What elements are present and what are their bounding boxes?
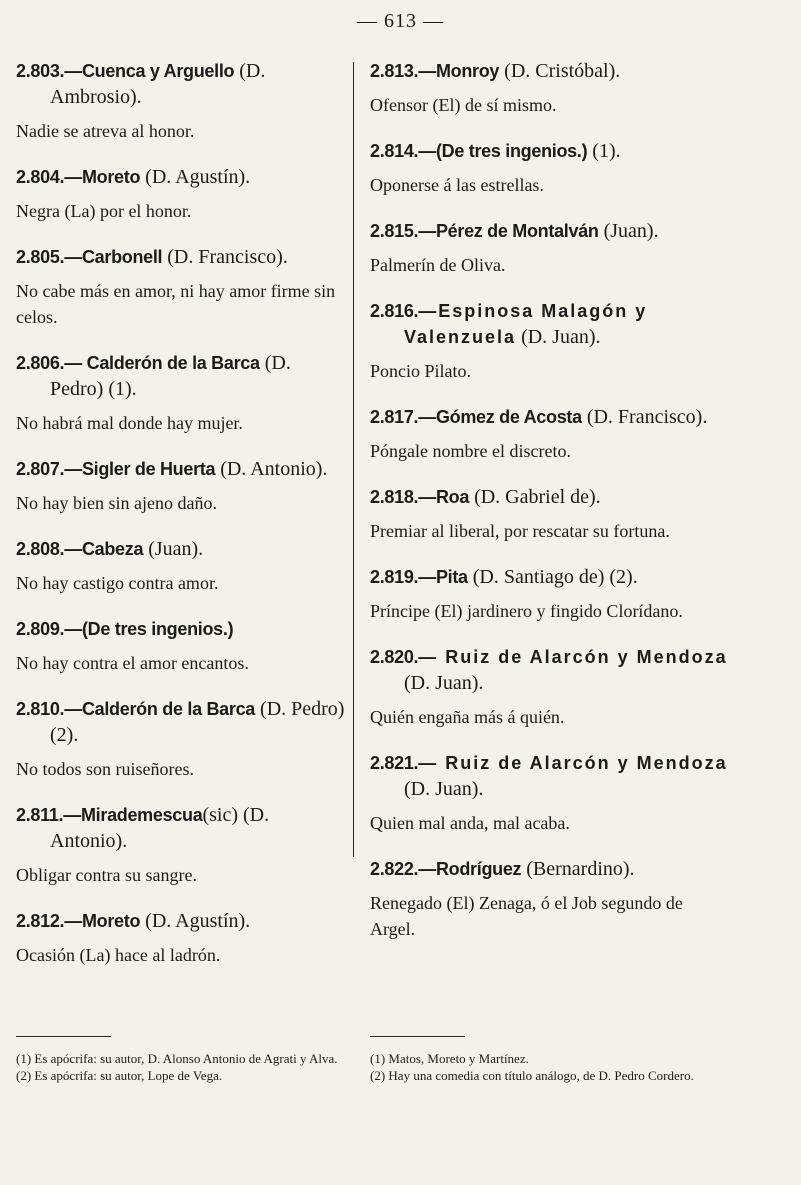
catalog-entry [370, 564, 730, 624]
entry-title: No todos son ruiseñores. [16, 759, 194, 779]
entry-author-detail: (D. Juan). [404, 672, 484, 694]
left-column [16, 58, 346, 988]
entry-number: 2.806. [16, 353, 65, 373]
entry-title: Póngale nombre el discreto. [370, 441, 571, 461]
entry-number: 2.820. [370, 647, 419, 667]
entry-number: 2.816. [370, 301, 419, 321]
catalog-entry [370, 138, 730, 198]
entry-title: Palmerín de Oliva. [370, 255, 506, 275]
entry-heading [16, 908, 346, 934]
entry-number: 2.807. [16, 459, 65, 479]
footnote-rule [370, 1036, 465, 1037]
entry-heading [370, 564, 730, 590]
entry-number: 2.817. [370, 407, 419, 427]
catalog-entry [16, 456, 346, 516]
entry-heading [370, 298, 730, 350]
entry-title: Nadie se atreva al honor. [16, 121, 195, 141]
entry-title: Oponerse á las estrellas. [370, 175, 544, 195]
entry-author: —Pérez de Montalván [418, 221, 599, 241]
entry-heading [16, 244, 346, 270]
entry-author: —Gómez de Acosta [418, 407, 582, 427]
entry-number: 2.814. [370, 141, 419, 161]
catalog-entry [370, 484, 730, 544]
entry-number: 2.809. [16, 619, 65, 639]
entry-title: Negra (La) por el honor. [16, 201, 192, 221]
entry-author: —Moreto [64, 167, 141, 187]
entry-author-detail: (D. Antonio). [215, 458, 328, 480]
entry-author: —Pita [418, 567, 468, 587]
entry-author: —Mirademescua [63, 805, 203, 825]
entry-number: 2.815. [370, 221, 419, 241]
entry-heading [370, 138, 730, 164]
entry-number: 2.813. [370, 61, 419, 81]
entry-title: Príncipe (El) jardinero y fingido Clorídano. [370, 601, 683, 621]
entry-author: — Ruiz de Alarcón y Mendoza [418, 647, 728, 667]
entry-author: — Calderón de la Barca [64, 353, 260, 373]
catalog-entry [370, 298, 730, 384]
entry-title: Ofensor (El) de sí mismo. [370, 95, 557, 115]
entry-author: —Cabeza [64, 539, 144, 559]
entry-author-detail: (D. Pedro) (1). [50, 352, 291, 400]
entry-title: Premiar al liberal, por rescatar su fortuna. [370, 521, 670, 541]
entry-heading [16, 58, 346, 110]
entry-author: —(De tres ingenios.) [418, 141, 588, 161]
catalog-entry [370, 58, 730, 118]
entry-title: No cabe más en amor, ni hay amor firme sin celos. [16, 281, 336, 327]
catalog-entry [16, 350, 346, 436]
catalog-entry [16, 616, 346, 676]
entry-heading [16, 536, 346, 562]
entry-author: —Moreto [64, 911, 141, 931]
entry-number: 2.822. [370, 859, 419, 879]
entry-author: —Sigler de Huerta [64, 459, 216, 479]
entry-heading [370, 218, 730, 244]
entry-title: No habrá mal donde hay mujer. [16, 413, 243, 433]
entry-author: —Carbonell [64, 247, 163, 267]
catalog-entry [16, 802, 346, 888]
entry-author: —Espinosa Malagón y Valenzuela [404, 301, 648, 347]
entry-author-detail: (sic) (D. Antonio). [50, 804, 270, 852]
catalog-entry [370, 644, 730, 730]
entry-author: —Calderón de la Barca [64, 699, 256, 719]
entry-heading [370, 644, 730, 696]
footnote: (2) Hay una comedia con título análogo, de D. Pedro Cordero. [370, 1068, 694, 1083]
right-column [370, 58, 730, 962]
catalog-entry [16, 58, 346, 144]
entry-author-detail: (D. Cristóbal). [499, 60, 621, 82]
entry-number: 2.811. [16, 805, 64, 825]
entry-heading [370, 484, 730, 510]
entry-author: —Cuenca y Arguello [64, 61, 235, 81]
footnote: (2) Es apócrifa: su autor, Lope de Vega. [16, 1068, 223, 1083]
column-divider [353, 62, 354, 857]
entry-number: 2.821. [370, 753, 419, 773]
entry-author: — Ruiz de Alarcón y Mendoza [418, 753, 728, 773]
entry-heading [370, 58, 730, 84]
footnote: (1) Es apócrifa: su autor, D. Alonso Antonio de Agrati y Alva. [16, 1051, 338, 1066]
entry-author-detail: (D. Gabriel de). [469, 486, 601, 508]
entry-title: Quien mal anda, mal acaba. [370, 813, 570, 833]
entry-title: Poncio Pilato. [370, 361, 472, 381]
entry-number: 2.810. [16, 699, 65, 719]
entry-author: —Monroy [418, 61, 500, 81]
entry-title: No hay bien sin ajeno daño. [16, 493, 217, 513]
catalog-entry [370, 404, 730, 464]
footnotes-left [16, 1036, 346, 1085]
catalog-entry [16, 696, 346, 782]
entry-heading [370, 750, 730, 802]
entry-author-detail: (D. Ambrosio). [50, 60, 266, 108]
entry-number: 2.804. [16, 167, 65, 187]
entry-author-detail: (D. Juan). [404, 778, 484, 800]
entry-heading [16, 456, 346, 482]
entry-heading [16, 616, 346, 642]
entry-author-detail: (Juan). [598, 220, 659, 242]
entry-number: 2.819. [370, 567, 419, 587]
entry-title: Quién engaña más á quién. [370, 707, 565, 727]
entry-author-detail: (D. Agustín). [140, 910, 251, 932]
entry-number: 2.818. [370, 487, 419, 507]
entry-author: —Rodríguez [418, 859, 522, 879]
entry-author-detail: (D. Pedro) (2). [50, 698, 345, 746]
catalog-entry [16, 244, 346, 330]
entry-author-detail: (D. Francisco). [162, 246, 288, 268]
page-number: — 613 — [357, 10, 444, 32]
entry-title: Obligar contra su sangre. [16, 865, 197, 885]
entry-title: No hay castigo contra amor. [16, 573, 219, 593]
footnote: (1) Matos, Moreto y Martínez. [370, 1051, 529, 1066]
entry-number: 2.805. [16, 247, 65, 267]
entry-heading [16, 350, 346, 402]
entry-number: 2.812. [16, 911, 65, 931]
entry-author-detail: (D. Juan). [516, 326, 601, 348]
entry-title: No hay contra el amor encantos. [16, 653, 249, 673]
entry-heading [16, 696, 346, 748]
entry-number: 2.808. [16, 539, 65, 559]
entry-title: Renegado (El) Zenaga, ó el Job segundo de Argel. [370, 893, 683, 939]
entry-heading [16, 164, 346, 190]
footnote-rule [16, 1036, 111, 1037]
catalog-entry [370, 856, 730, 942]
footnotes-right [370, 1036, 730, 1085]
entry-author: —(De tres ingenios.) [64, 619, 234, 639]
entry-author: —Roa [418, 487, 470, 507]
entry-author-detail: (1). [587, 140, 621, 162]
entry-author-detail: (D. Francisco). [581, 406, 708, 428]
catalog-entry [16, 536, 346, 596]
entry-author-detail: (D. Santiago de) (2). [467, 566, 638, 588]
entry-author-detail: (Bernardino). [521, 858, 635, 880]
entry-author-detail: (Juan). [143, 538, 204, 560]
catalog-entry [370, 750, 730, 836]
entry-author-detail: (D. Agustín). [140, 166, 251, 188]
entry-title: Ocasión (La) hace al ladrón. [16, 945, 221, 965]
entry-number: 2.803. [16, 61, 65, 81]
catalog-entry [16, 908, 346, 968]
entry-heading [16, 802, 346, 854]
entry-heading [370, 856, 730, 882]
catalog-entry [370, 218, 730, 278]
entry-heading [370, 404, 730, 430]
catalog-entry [16, 164, 346, 224]
